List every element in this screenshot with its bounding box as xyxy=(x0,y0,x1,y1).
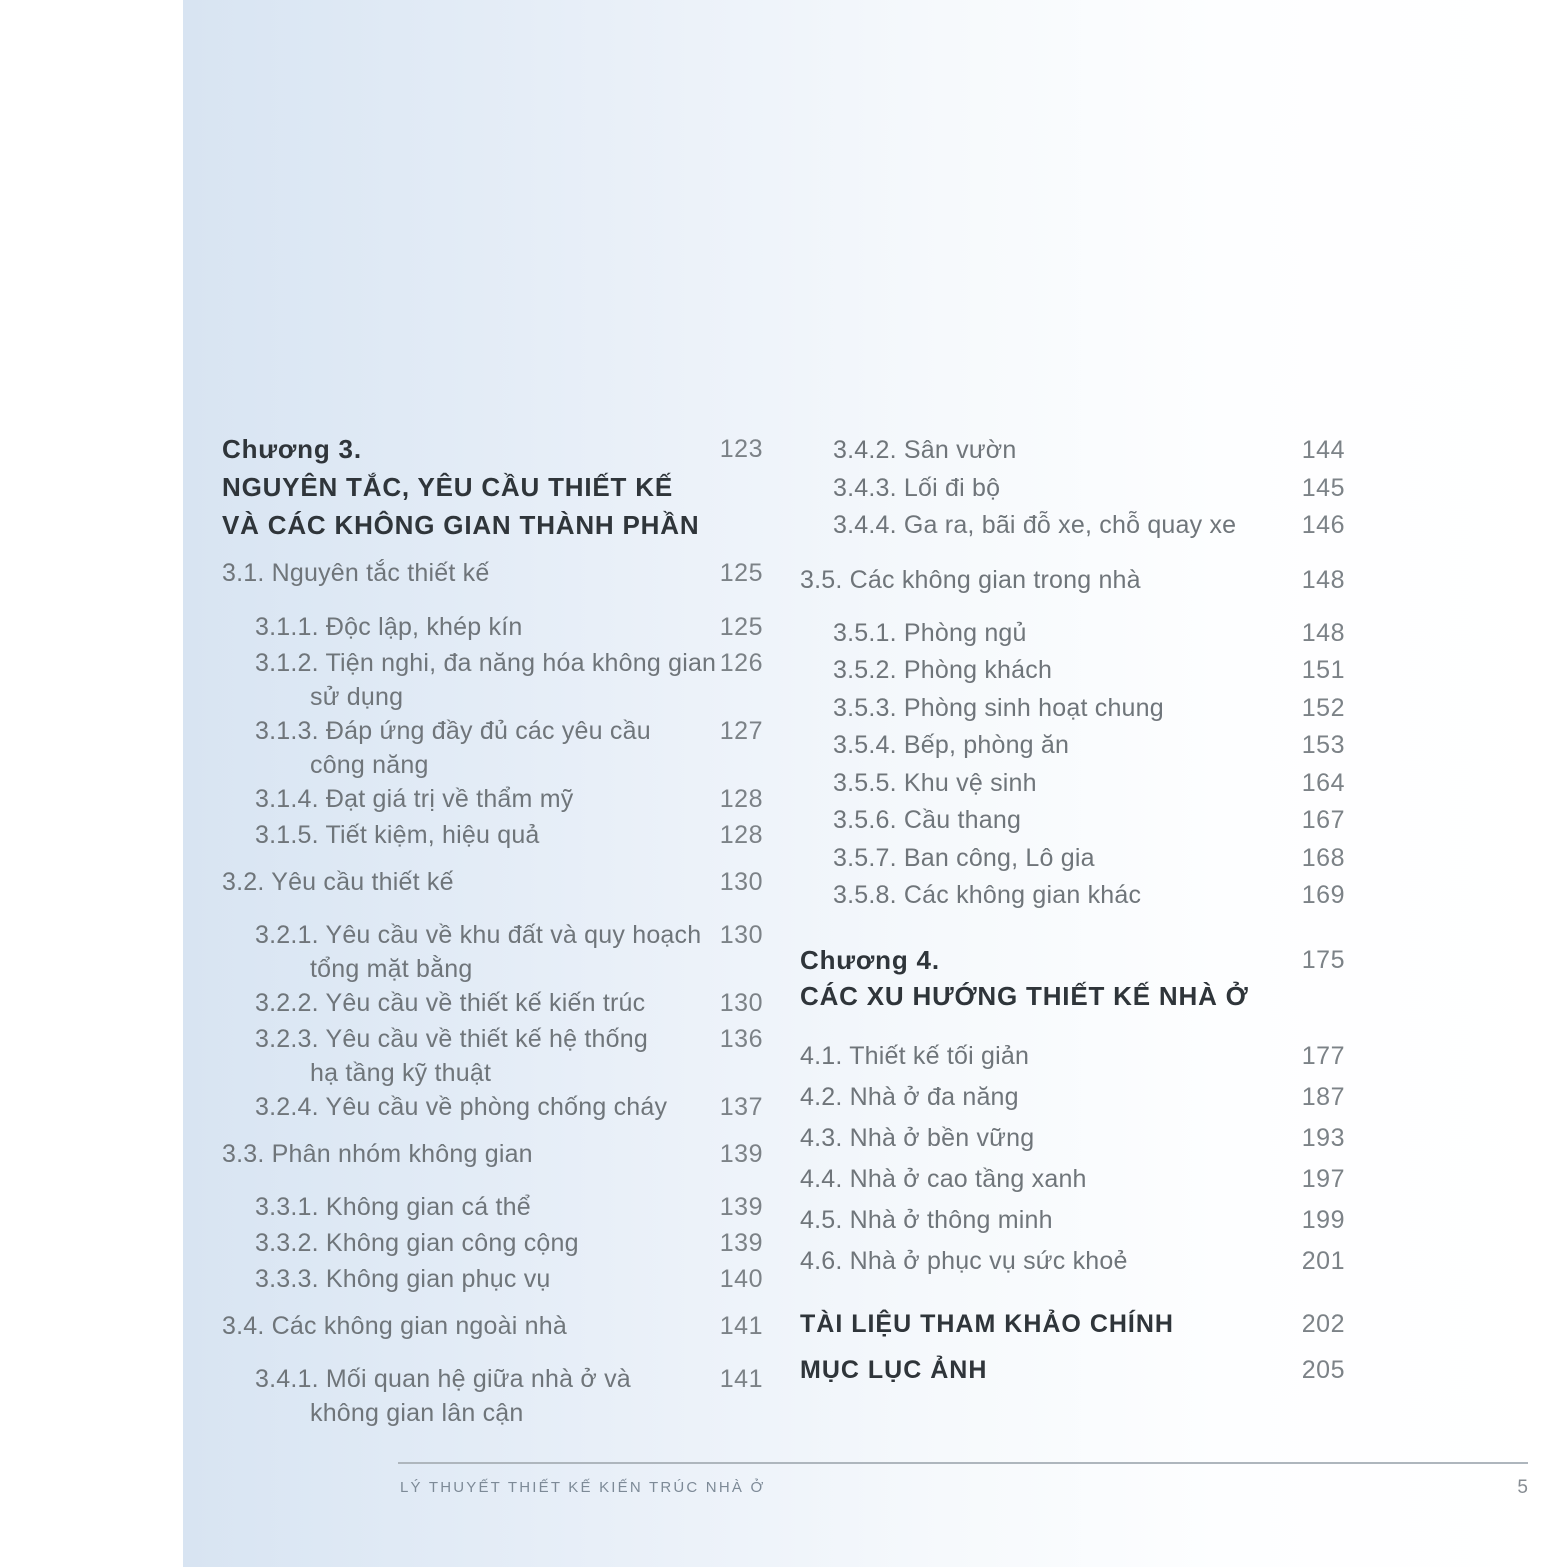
toc-entry-label: 3.3.1. Không gian cá thể xyxy=(255,1192,531,1221)
toc-entry-page: 141 xyxy=(719,1312,763,1340)
toc-entry-page: 139 xyxy=(719,1192,763,1221)
toc-entry-label: công năng xyxy=(310,750,429,779)
toc-entry-page: 128 xyxy=(719,784,763,813)
toc-entry-label: hạ tầng kỹ thuật xyxy=(310,1058,492,1087)
toc-entry xyxy=(800,1241,1345,1282)
toc-entry-label: sử dụng xyxy=(310,682,404,711)
toc-entry-label: 3.1.1. Độc lập, khép kín xyxy=(255,612,523,641)
toc-entry xyxy=(222,1361,763,1397)
toc-entry xyxy=(222,1021,763,1057)
toc-entry-label: 3.1.4. Đạt giá trị về thẩm mỹ xyxy=(255,784,574,813)
toc-entry-label: 3.2.1. Yêu cầu về khu đất và quy hoạch xyxy=(255,920,702,949)
toc-entry-page: 164 xyxy=(1301,768,1345,797)
toc-entry xyxy=(222,609,763,645)
toc-entry-page: 202 xyxy=(1301,1310,1345,1338)
toc-entry xyxy=(222,555,763,592)
toc-entry xyxy=(800,877,1345,915)
toc-entry-page: 148 xyxy=(1301,618,1345,647)
toc-entry-page: 168 xyxy=(1301,843,1345,872)
toc-entry xyxy=(800,507,1345,545)
toc-entry-page: 177 xyxy=(1301,1041,1345,1070)
toc-entry-page: 199 xyxy=(1301,1205,1345,1234)
toc-entry xyxy=(222,1308,763,1345)
toc-entry-label: 3.2. Yêu cầu thiết kế xyxy=(222,868,454,896)
toc-entry-page: 139 xyxy=(719,1140,763,1168)
toc-entry xyxy=(800,765,1345,803)
toc-entry-page: 128 xyxy=(719,820,763,849)
toc-entry xyxy=(800,727,1345,765)
toc-entry-label: 3.1.2. Tiện nghi, đa năng hóa không gian xyxy=(255,648,717,677)
toc-entry-page: 175 xyxy=(1301,946,1345,974)
toc-entry xyxy=(222,713,763,749)
toc-entry-page: 139 xyxy=(719,1228,763,1257)
footer-divider xyxy=(398,1462,1528,1464)
toc-entry xyxy=(222,1189,763,1225)
toc-entry-page: 125 xyxy=(719,559,763,587)
toc-entry xyxy=(800,1351,1345,1391)
toc-entry xyxy=(800,1305,1345,1345)
toc-entry xyxy=(800,690,1345,728)
toc-entry-page: 126 xyxy=(719,648,763,677)
toc-entry xyxy=(222,953,763,985)
toc-entry-label: 3.5. Các không gian trong nhà xyxy=(800,565,1141,594)
toc-entry-label: 3.4.3. Lối đi bộ xyxy=(833,473,1001,502)
toc-entry-label: 3.5.1. Phòng ngủ xyxy=(833,618,1027,647)
toc-entry-label: không gian lân cận xyxy=(310,1398,524,1427)
toc-entry-label: 3.4.1. Mối quan hệ giữa nhà ở và xyxy=(255,1364,631,1393)
toc-entry-page: 140 xyxy=(719,1264,763,1293)
footer-page-number: 5 xyxy=(1517,1477,1528,1498)
toc-entry xyxy=(222,1089,763,1125)
toc-entry xyxy=(222,1225,763,1261)
toc-entry xyxy=(800,1118,1345,1159)
toc-entry xyxy=(222,430,763,468)
toc-entry xyxy=(222,681,763,713)
toc-entry-page: 201 xyxy=(1301,1246,1345,1275)
toc-entry-page: 153 xyxy=(1301,731,1345,760)
toc-entry-label: 3.3. Phân nhóm không gian xyxy=(222,1140,533,1168)
toc-entry xyxy=(222,864,763,901)
toc-entry-label: MỤC LỤC ẢNH xyxy=(800,1356,988,1384)
toc-entry-label: Chương 4. xyxy=(800,945,940,975)
toc-entry-label: Chương 3. xyxy=(222,433,362,464)
toc-entry-page: 123 xyxy=(719,434,763,463)
toc-entry-page: 144 xyxy=(1301,436,1345,465)
toc-entry xyxy=(222,1397,763,1429)
toc-entry xyxy=(222,749,763,781)
toc-entry-label: 3.5.5. Khu vệ sinh xyxy=(833,768,1037,797)
toc-entry-label: 4.5. Nhà ở thông minh xyxy=(800,1205,1053,1234)
toc-entry-page: 130 xyxy=(719,988,763,1017)
toc-entry xyxy=(222,645,763,681)
toc-entry-label: 3.3.2. Không gian công cộng xyxy=(255,1228,579,1257)
toc-entry xyxy=(800,470,1345,508)
toc-entry-page: 151 xyxy=(1301,656,1345,685)
toc-entry-label: 3.5.3. Phòng sinh hoạt chung xyxy=(833,693,1164,722)
toc-entry-page: 127 xyxy=(719,716,763,745)
toc-entry-page: 141 xyxy=(719,1364,763,1393)
toc-entry xyxy=(800,615,1345,653)
toc-entry xyxy=(222,1261,763,1297)
toc-entry xyxy=(222,506,763,544)
toc-entry xyxy=(222,985,763,1021)
toc-entry xyxy=(222,817,763,853)
toc-entry-label: 3.3.3. Không gian phục vụ xyxy=(255,1264,551,1293)
toc-entry xyxy=(800,652,1345,690)
toc-entry-label: CÁC XU HƯỚNG THIẾT KẾ NHÀ Ở xyxy=(800,981,1249,1011)
toc-entry-label: NGUYÊN TẮC, YÊU CẦU THIẾT KẾ xyxy=(222,471,673,502)
toc-entry xyxy=(800,1159,1345,1200)
toc-entry xyxy=(800,562,1345,599)
toc-entry-page: 167 xyxy=(1301,806,1345,835)
toc-entry-label: 3.2.3. Yêu cầu về thiết kế hệ thống xyxy=(255,1024,648,1053)
toc-entry-label: 3.4. Các không gian ngoài nhà xyxy=(222,1312,567,1340)
toc-entry-label: 4.1. Thiết kế tối giản xyxy=(800,1041,1030,1070)
toc-entry-label: 4.2. Nhà ở đa năng xyxy=(800,1082,1019,1111)
toc-column-left xyxy=(222,430,763,1429)
toc-entry xyxy=(800,1036,1345,1077)
toc-entry-label: 3.5.6. Cầu thang xyxy=(833,806,1022,835)
toc-entry-label: TÀI LIỆU THAM KHẢO CHÍNH xyxy=(800,1310,1174,1338)
toc-entry-page: 130 xyxy=(719,920,763,949)
toc-entry xyxy=(222,1136,763,1173)
toc-entry-page: 136 xyxy=(719,1024,763,1053)
toc-entry-label: 4.6. Nhà ở phục vụ sức khoẻ xyxy=(800,1246,1128,1275)
toc-entry-label: 3.2.2. Yêu cầu về thiết kế kiến trúc xyxy=(255,988,646,1017)
toc-entry xyxy=(800,979,1345,1015)
toc-entry-page: 148 xyxy=(1301,565,1345,594)
toc-entry-label: 3.1.5. Tiết kiệm, hiệu quả xyxy=(255,820,540,849)
toc-entry-label: 3.5.7. Ban công, Lô gia xyxy=(833,843,1095,872)
toc-entry-label: 3.1.3. Đáp ứng đầy đủ các yêu cầu xyxy=(255,716,651,745)
toc-entry xyxy=(800,840,1345,878)
toc-entry-label: 3.2.4. Yêu cầu về phòng chống cháy xyxy=(255,1092,668,1121)
toc-entry xyxy=(800,1200,1345,1241)
toc-entry-label: 3.1. Nguyên tắc thiết kế xyxy=(222,559,490,587)
toc-entry-label: 4.3. Nhà ở bền vững xyxy=(800,1123,1035,1152)
toc-entry xyxy=(222,1057,763,1089)
toc-entry-page: 137 xyxy=(719,1092,763,1121)
toc-entry-page: 130 xyxy=(719,868,763,896)
toc-entry-page: 193 xyxy=(1301,1123,1345,1152)
toc-entry-label: 3.5.2. Phòng khách xyxy=(833,656,1053,685)
toc-entry-page: 187 xyxy=(1301,1082,1345,1111)
toc-entry-label: VÀ CÁC KHÔNG GIAN THÀNH PHẦN xyxy=(222,509,700,540)
toc-entry xyxy=(222,468,763,506)
toc-column-right xyxy=(800,432,1345,1391)
toc-entry-label: tổng mặt bằng xyxy=(310,954,473,983)
toc-entry-page: 145 xyxy=(1301,473,1345,502)
toc-entry-page: 197 xyxy=(1301,1164,1345,1193)
toc-entry-page: 152 xyxy=(1301,693,1345,722)
toc-entry-label: 4.4. Nhà ở cao tầng xanh xyxy=(800,1164,1087,1193)
toc-entry-label: 3.5.4. Bếp, phòng ăn xyxy=(833,731,1070,760)
toc-entry-label: 3.4.2. Sân vườn xyxy=(833,436,1017,465)
toc-entry-page: 205 xyxy=(1301,1356,1345,1384)
toc-entry xyxy=(800,432,1345,470)
toc-entry xyxy=(800,943,1345,979)
toc-entry-page: 169 xyxy=(1301,881,1345,910)
toc-entry xyxy=(800,1077,1345,1118)
toc-entry xyxy=(800,802,1345,840)
toc-entry xyxy=(222,917,763,953)
toc-entry-page: 146 xyxy=(1301,511,1345,540)
toc-entry xyxy=(222,781,763,817)
toc-entry-page: 125 xyxy=(719,612,763,641)
toc-entry-label: 3.4.4. Ga ra, bãi đỗ xe, chỗ quay xe xyxy=(833,511,1237,540)
footer-book-title: LÝ THUYẾT THIẾT KẾ KIẾN TRÚC NHÀ Ở xyxy=(400,1479,766,1496)
toc-entry-label: 3.5.8. Các không gian khác xyxy=(833,881,1142,910)
